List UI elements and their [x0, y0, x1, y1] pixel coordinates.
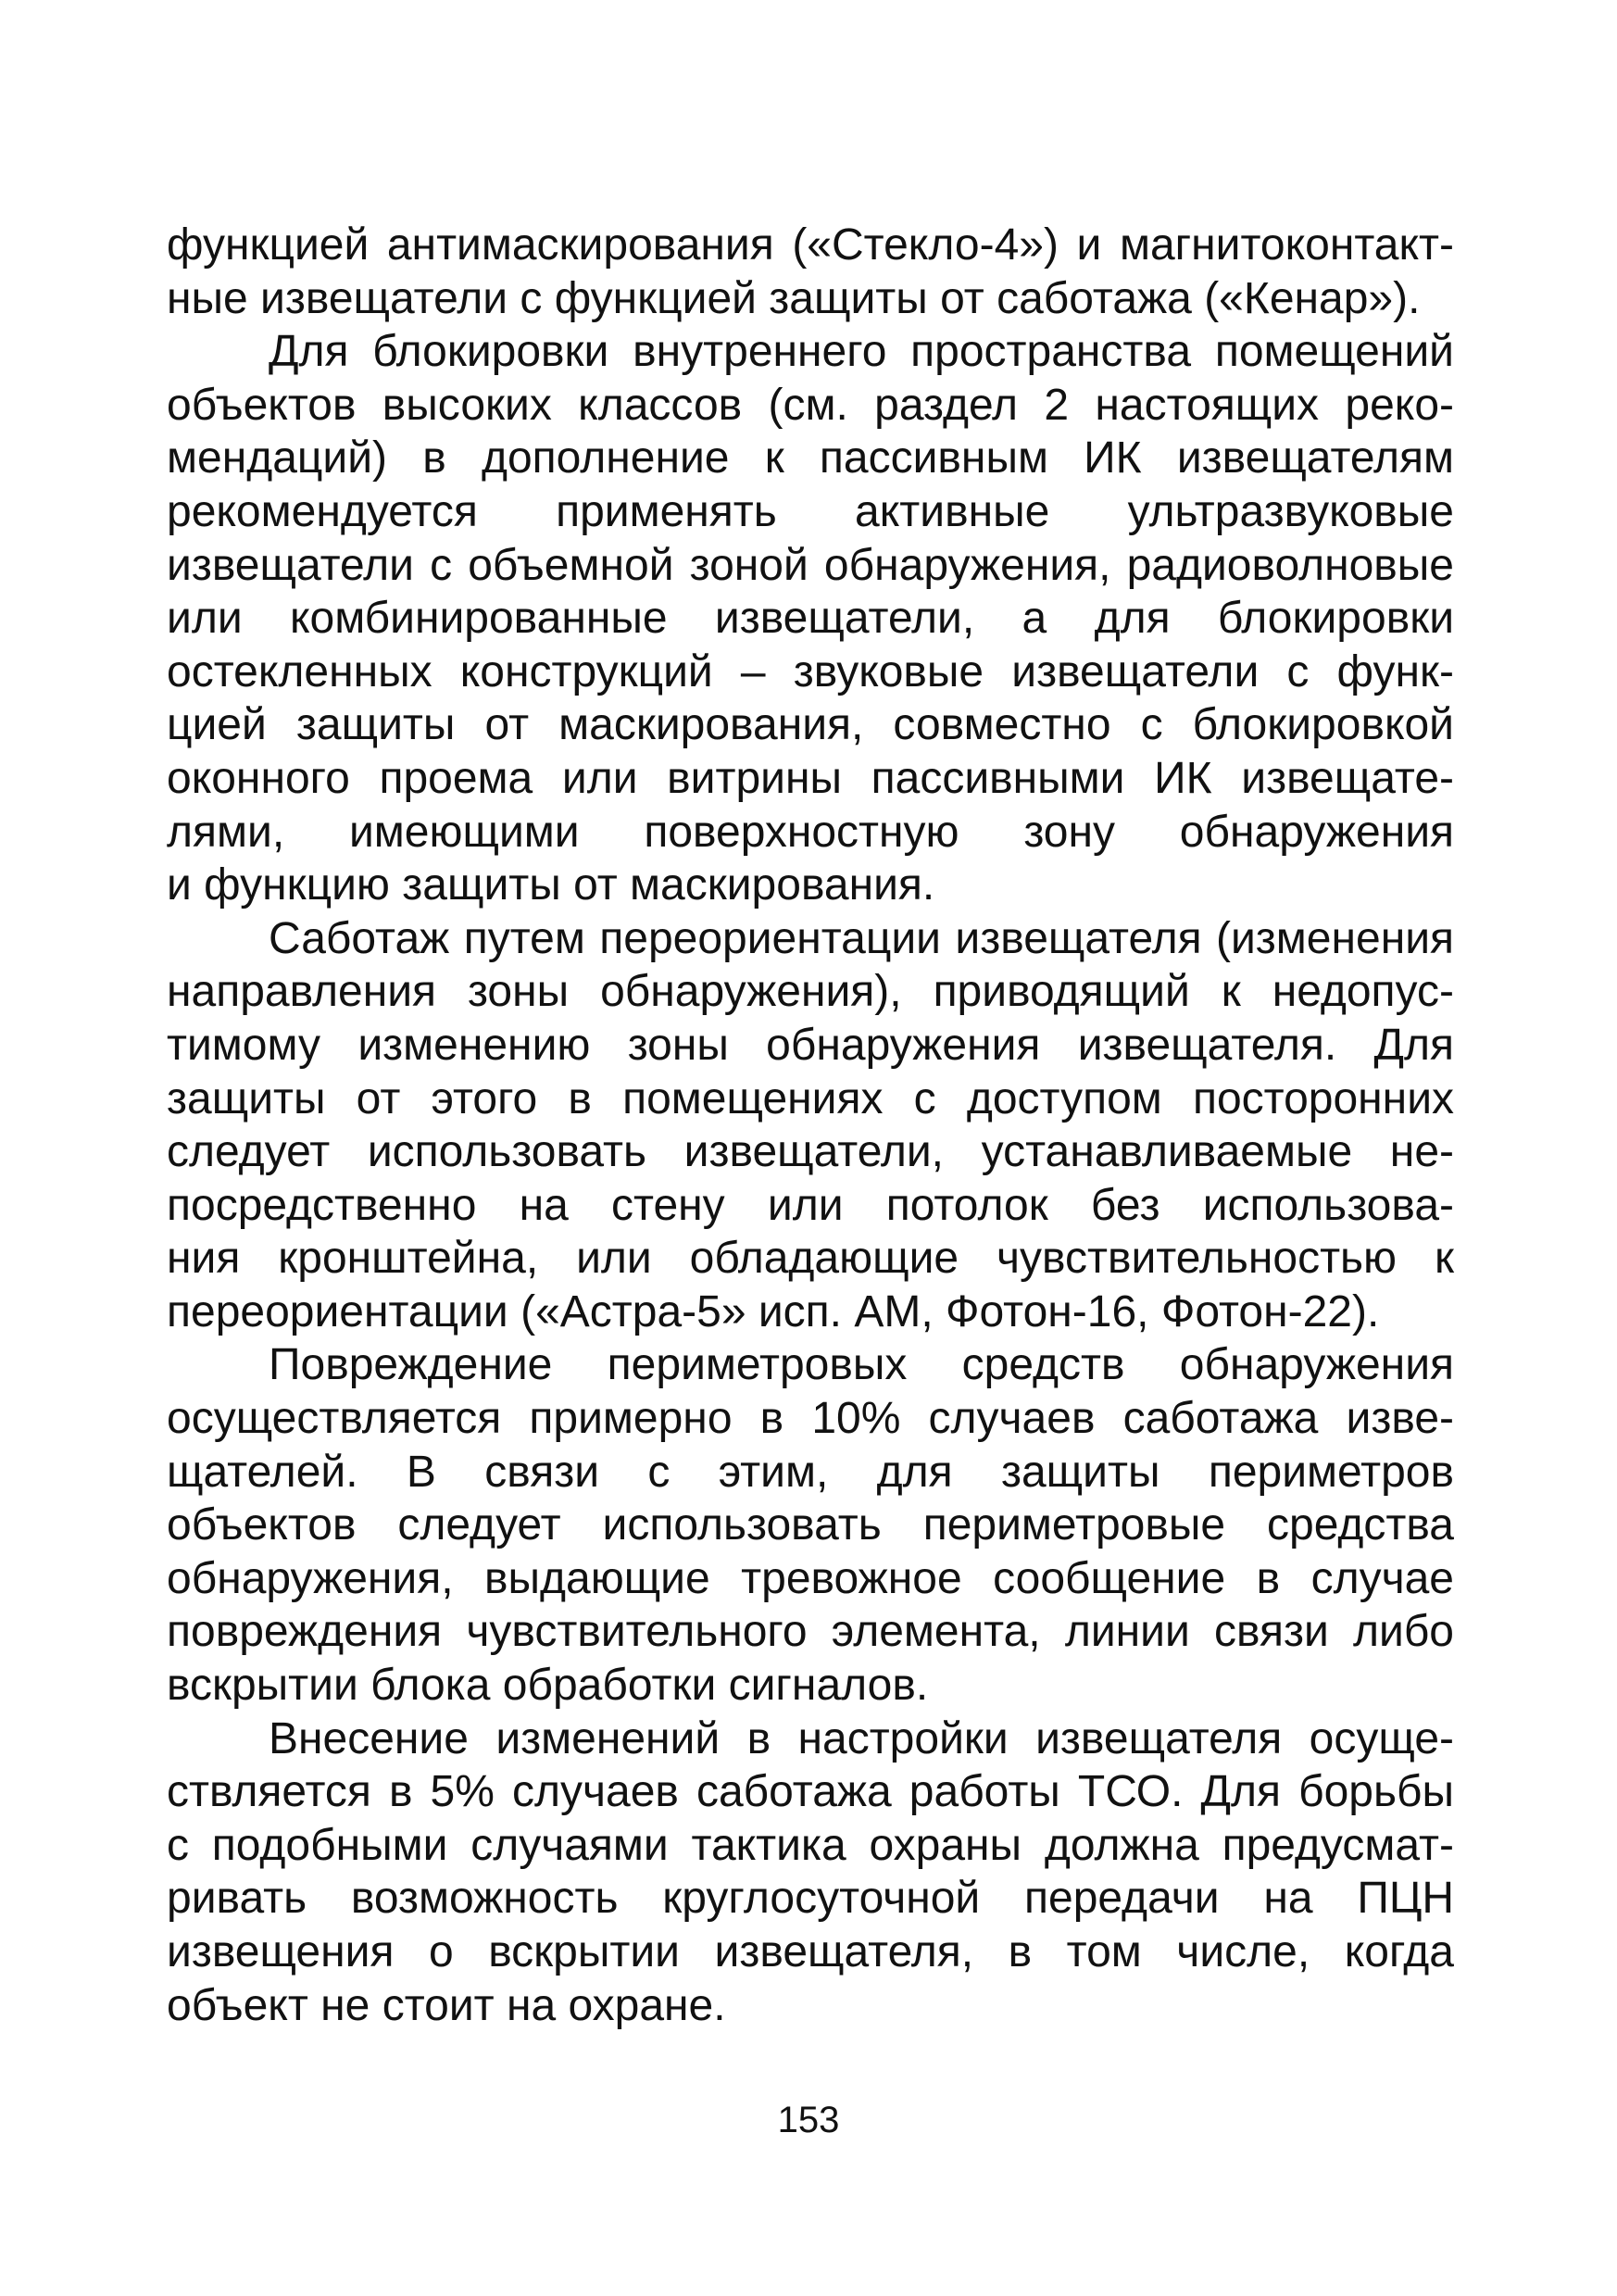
- text-line: Повреждение периметровых средств обнаружения: [269, 1340, 1454, 1390]
- text-line: рекомендуется применять активные ультразвуковые: [167, 486, 1454, 536]
- text-line: извещения о вскрытии извещателя, в том числе, когда: [167, 1927, 1454, 1976]
- text-line: Для блокировки внутреннего пространства помещений: [269, 327, 1454, 377]
- text-line: извещатели с объемной зоной обнаружения, радиоволновые: [167, 540, 1454, 590]
- text-line: цией защиты от маскирования, совместно с блокировкой: [167, 700, 1454, 750]
- text-line: с подобными случаями тактика охраны должна предусмат-: [167, 1820, 1454, 1870]
- body-text: [167, 219, 1454, 2032]
- text-line: остекленных конструкций – звуковые извещатели с функ-: [167, 646, 1454, 696]
- text-line: Внесение изменений в настройки извещателя осуще-: [269, 1713, 1454, 1763]
- text-line: повреждения чувствительного элемента, линии связи либо: [167, 1607, 1454, 1657]
- text-line: щателей. В связи с этим, для защиты периметров: [167, 1447, 1454, 1497]
- text-line: защиты от этого в помещениях с доступом посторонних: [167, 1073, 1454, 1123]
- text-line: осуществляется примерно в 10% случаев саботажа изве-: [167, 1394, 1454, 1444]
- text-line: функцией антимаскирования («Стекло-4») и магнитоконтакт-: [167, 220, 1454, 270]
- text-line: обнаружения, выдающие тревожное сообщение в случае: [167, 1553, 1454, 1603]
- text-line: переориентации («Астра-5» исп. АМ, Фотон-16, Фотон-22).: [167, 1286, 1380, 1336]
- text-line: ствляется в 5% случаев саботажа работы ТСО. Для борьбы: [167, 1767, 1454, 1817]
- text-line: посредственно на стену или потолок без использова-: [167, 1180, 1454, 1230]
- text-line: объектов высоких классов (см. раздел 2 настоящих реко-: [167, 380, 1454, 430]
- text-line: лями, имеющими поверхностную зону обнаружения: [167, 807, 1454, 857]
- text-line: или комбинированные извещатели, а для блокировки: [167, 594, 1454, 644]
- text-line: направления зоны обнаружения), приводящий к недопус-: [167, 967, 1454, 1017]
- text-line: мендаций) в дополнение к пассивным ИК извещателям: [167, 433, 1454, 483]
- text-line: следует использовать извещатели, устанавливаемые не-: [167, 1127, 1454, 1177]
- text-line: ные извещатели с функцией защиты от саботажа («Кенар»).: [167, 273, 1421, 323]
- text-line: объект не стоит на охране.: [167, 1980, 726, 2030]
- page-number: 153: [777, 2100, 840, 2140]
- text-line: ривать возможность круглосуточной передачи на ПЦН: [167, 1874, 1454, 1924]
- text-line: объектов следует использовать периметровые средства: [167, 1500, 1454, 1550]
- text-line: Саботаж путем переориентации извещателя (изменения: [269, 913, 1454, 963]
- text-line: вскрытии блока обработки сигналов.: [167, 1661, 929, 1711]
- text-line: тимому изменению зоны обнаружения извещателя. Для: [167, 1020, 1454, 1070]
- text-line: и функцию защиты от маскирования.: [167, 860, 935, 910]
- text-line: оконного проема или витрины пассивными ИК извещате-: [167, 753, 1454, 803]
- text-line: ния кронштейна, или обладающие чувствительностью к: [167, 1234, 1454, 1284]
